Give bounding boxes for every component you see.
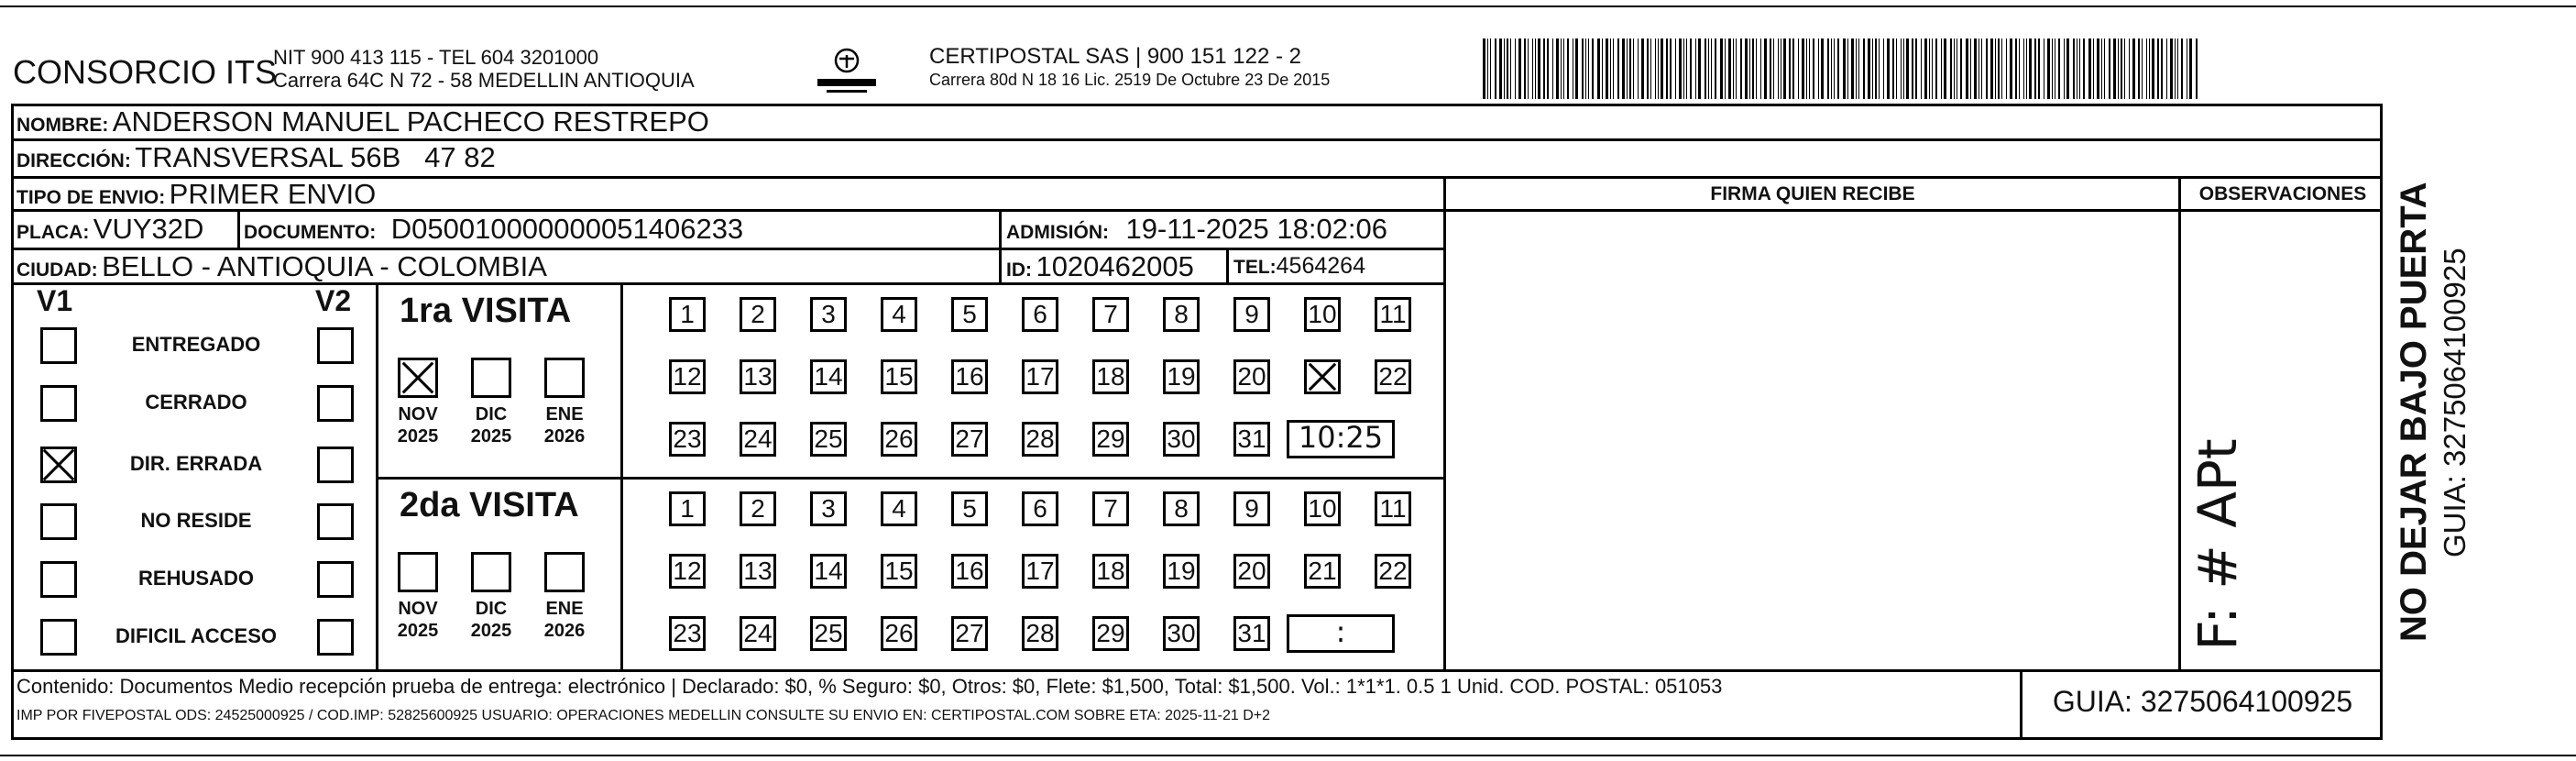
- visit-day-box[interactable]: 16: [951, 554, 988, 589]
- side-warning: NO DEJAR BAJO PUERTA: [2394, 182, 2434, 642]
- city-value: BELLO - ANTIOQUIA - COLOMBIA: [102, 250, 547, 282]
- visit-day-box[interactable]: 30: [1163, 422, 1200, 457]
- visit-day-box[interactable]: 11: [1375, 297, 1411, 332]
- visit-day-box[interactable]: 24: [740, 422, 776, 457]
- visit-day-box[interactable]: 22: [1375, 554, 1411, 589]
- visit-day-box[interactable]: 5: [951, 297, 988, 332]
- visit-day-box[interactable]: 11: [1375, 491, 1411, 526]
- status-label: ENTREGADO: [131, 333, 261, 356]
- visit-day-box[interactable]: 13: [740, 359, 776, 394]
- status-label: REHUSADO: [138, 567, 254, 590]
- visit-day-box[interactable]: 9: [1233, 297, 1270, 332]
- status-v2-checkbox[interactable]: [317, 503, 354, 540]
- visit-day-box[interactable]: 14: [810, 359, 847, 394]
- id-label: ID:: [1006, 259, 1032, 281]
- visit-day-box[interactable]: 23: [669, 616, 706, 651]
- visit-month-checkbox[interactable]: [471, 552, 511, 592]
- month-year: 2026: [543, 621, 586, 641]
- visit-day-box[interactable]: 26: [881, 616, 917, 651]
- visit-day-box[interactable]: 29: [1092, 616, 1129, 651]
- visit-day-box[interactable]: 10: [1304, 491, 1341, 526]
- signature-header: FIRMA QUIEN RECIBE: [1710, 183, 1915, 204]
- v1-label: V1: [37, 284, 73, 317]
- visit-day-box[interactable]: 21: [1304, 554, 1341, 589]
- visit-day-box[interactable]: 22: [1375, 359, 1411, 394]
- company-name: CONSORCIO ITS: [13, 53, 278, 91]
- status-v2-checkbox[interactable]: [317, 561, 354, 598]
- visit-day-box[interactable]: 15: [881, 554, 917, 589]
- month-name: NOV: [398, 404, 438, 425]
- visit-day-box[interactable]: 2: [740, 297, 776, 332]
- visit-month-label: [464, 598, 519, 642]
- month-year: 2025: [397, 621, 439, 641]
- visit-day-box[interactable]: 1: [669, 491, 706, 526]
- carrier-line-2: Carrera 80d N 18 16 Lic. 2519 De Octubre 23 De 2015: [929, 71, 1331, 89]
- month-name: ENE: [545, 599, 584, 619]
- status-v1-checkbox[interactable]: [40, 327, 77, 364]
- visit-month-checkbox[interactable]: [398, 552, 438, 592]
- visit-time-box[interactable]: :: [1287, 614, 1395, 653]
- month-name: DIC: [475, 404, 508, 425]
- visit-day-box[interactable]: 27: [951, 616, 988, 651]
- visit-day-box[interactable]: 19: [1163, 554, 1200, 589]
- carrier-line-1: CERTIPOSTAL SAS | 900 151 122 - 2: [929, 44, 1301, 69]
- visit-day-box[interactable]: 9: [1233, 491, 1270, 526]
- shipment-type: PRIMER ENVIO: [169, 178, 377, 210]
- status-v1-checkbox[interactable]: [40, 447, 77, 483]
- visit-day-box[interactable]: 18: [1092, 359, 1129, 394]
- status-v2-checkbox[interactable]: [317, 327, 354, 364]
- visit-day-box[interactable]: 3: [810, 491, 847, 526]
- visit-title: 2da VISITA: [400, 486, 579, 524]
- status-label: CERRADO: [145, 391, 247, 414]
- visit-day-box[interactable]: 12: [669, 554, 706, 589]
- status-v2-checkbox[interactable]: [317, 385, 354, 422]
- visit-day-box[interactable]: 25: [810, 616, 847, 651]
- visit-day-box[interactable]: 28: [1022, 616, 1058, 651]
- month-name: ENE: [545, 404, 584, 425]
- visit-day-box[interactable]: 15: [881, 359, 917, 394]
- top-cut-line: [0, 6, 2576, 7]
- visit-day-box[interactable]: 29: [1092, 422, 1129, 457]
- status-v2-checkbox[interactable]: [317, 619, 354, 656]
- visit-day-box[interactable]: 1: [669, 297, 706, 332]
- visit-day-box[interactable]: 25: [810, 422, 847, 457]
- document-value: D050010000000051406233: [390, 213, 744, 245]
- visit-month-checkbox[interactable]: [544, 552, 585, 592]
- visit-day-box[interactable]: 23: [669, 422, 706, 457]
- visit-day-box[interactable]: 20: [1233, 359, 1270, 394]
- visit-day-box[interactable]: 2: [740, 491, 776, 526]
- visit-day-box[interactable]: 6: [1022, 297, 1058, 332]
- visit-day-box[interactable]: 7: [1092, 491, 1129, 526]
- visit-day-box[interactable]: 19: [1163, 359, 1200, 394]
- content-line: Contenido: Documentos Medio recepción prueba de entrega: electrónico | Declarado: $0, % Seguro: $0, Otros: $0, Flete: $1,500, Total: $1,500. Vol.: 1*1*1. 0.5 1 Unid. COD. POSTAL: 051053: [16, 675, 1723, 698]
- id-value: 1020462005: [1036, 250, 1194, 282]
- city-label: CIUDAD:: [16, 259, 98, 281]
- status-label: NO RESIDE: [140, 509, 252, 532]
- plate-value: VUY32D: [93, 213, 204, 245]
- visit-month-label: [390, 403, 445, 447]
- observations-header: OBSERVACIONES: [2198, 183, 2367, 204]
- status-v1-checkbox[interactable]: [40, 385, 77, 422]
- visit-month-label: [464, 403, 519, 447]
- bottom-cut-line: [0, 755, 2576, 756]
- visit-day-box[interactable]: 31: [1233, 422, 1270, 457]
- visit-day-box[interactable]: 4: [881, 297, 917, 332]
- tel-value: 4564264: [1276, 253, 1365, 279]
- visit-day-box[interactable]: 7: [1092, 297, 1129, 332]
- side-guia: GUIA: 3275064100925: [2438, 248, 2472, 557]
- tel-label: TEL:: [1233, 257, 1277, 278]
- visit-month-label: [537, 598, 592, 642]
- visit-day-box[interactable]: 26: [881, 422, 917, 457]
- address-label: DIRECCIÓN:: [16, 150, 131, 171]
- visit-day-box[interactable]: 31: [1233, 616, 1270, 651]
- admission-label: ADMISIÓN:: [1006, 222, 1109, 243]
- visit-time-box[interactable]: 10:25: [1287, 420, 1395, 458]
- visit-day-box[interactable]: 14: [810, 554, 847, 589]
- visit-day-box[interactable]: 28: [1022, 422, 1058, 457]
- month-name: DIC: [475, 599, 508, 619]
- visit-day-box[interactable]: 18: [1092, 554, 1129, 589]
- month-name: NOV: [398, 599, 438, 619]
- visit-day-box[interactable]: 24: [740, 616, 776, 651]
- visit-day-box[interactable]: [1304, 359, 1341, 394]
- status-v1-checkbox[interactable]: [40, 561, 77, 598]
- month-year: 2026: [543, 426, 586, 447]
- visit-title: 1ra VISITA: [400, 292, 572, 330]
- visit-month-label: [537, 403, 592, 447]
- visit-day-box[interactable]: 30: [1163, 616, 1200, 651]
- status-v2-checkbox[interactable]: [317, 447, 354, 483]
- visit-day-box[interactable]: 8: [1163, 491, 1200, 526]
- status-v1-checkbox[interactable]: [40, 619, 77, 656]
- visit-day-box[interactable]: 3: [810, 297, 847, 332]
- visit-day-box[interactable]: 12: [669, 359, 706, 394]
- visit-month-checkbox[interactable]: [398, 358, 438, 398]
- visit-day-box[interactable]: 5: [951, 491, 988, 526]
- status-label: DIR. ERRADA: [129, 452, 263, 475]
- visit-day-box[interactable]: 6: [1022, 491, 1058, 526]
- certipostal-logo: [812, 42, 882, 97]
- status-label: DIFICIL ACCESO: [115, 624, 277, 647]
- visit-day-box[interactable]: 10: [1304, 297, 1341, 332]
- month-year: 2025: [470, 426, 512, 447]
- barcode: [1483, 39, 2202, 99]
- company-line-1: NIT 900 413 115 - TEL 604 3201000: [273, 46, 599, 69]
- admission-value: 19-11-2025 18:02:06: [1125, 213, 1388, 245]
- imp-line: IMP POR FIVEPOSTAL ODS: 24525000925 / COD.IMP: 52825600925 USUARIO: OPERACIONES MEDELLIN CONSULTE SU ENVIO EN: CERTIPOSTAL.COM SOBRE ETA: 2025-11-21 D+2: [16, 708, 1271, 723]
- month-year: 2025: [397, 426, 439, 447]
- status-v1-checkbox[interactable]: [40, 503, 77, 540]
- name-label: NOMBRE:: [16, 115, 109, 136]
- observations-handwriting: F: # APt: [2187, 438, 2249, 651]
- visit-month-label: [390, 598, 445, 642]
- visit-day-box[interactable]: 8: [1163, 297, 1200, 332]
- plate-label: PLACA:: [16, 222, 90, 243]
- visit-day-box[interactable]: 16: [951, 359, 988, 394]
- visit-day-box[interactable]: 27: [951, 422, 988, 457]
- visit-month-checkbox[interactable]: [471, 358, 511, 398]
- visit-day-box[interactable]: 20: [1233, 554, 1270, 589]
- month-year: 2025: [470, 621, 512, 641]
- company-line-2: Carrera 64C N 72 - 58 MEDELLIN ANTIOQUIA: [273, 69, 695, 92]
- visit-day-box[interactable]: 17: [1022, 554, 1058, 589]
- recipient-address: TRANSVERSAL 56B 47 82: [135, 141, 496, 173]
- recipient-name: ANDERSON MANUEL PACHECO RESTREPO: [112, 105, 709, 138]
- document-label: DOCUMENTO:: [244, 222, 377, 243]
- visit-day-box[interactable]: 4: [881, 491, 917, 526]
- visit-day-box[interactable]: 17: [1022, 359, 1058, 394]
- v2-label: V2: [315, 284, 352, 317]
- shipment-type-label: TIPO DE ENVIO:: [16, 187, 166, 208]
- guia-box: GUIA: 3275064100925: [2052, 685, 2353, 718]
- visit-day-box[interactable]: 13: [740, 554, 776, 589]
- visit-month-checkbox[interactable]: [544, 358, 585, 398]
